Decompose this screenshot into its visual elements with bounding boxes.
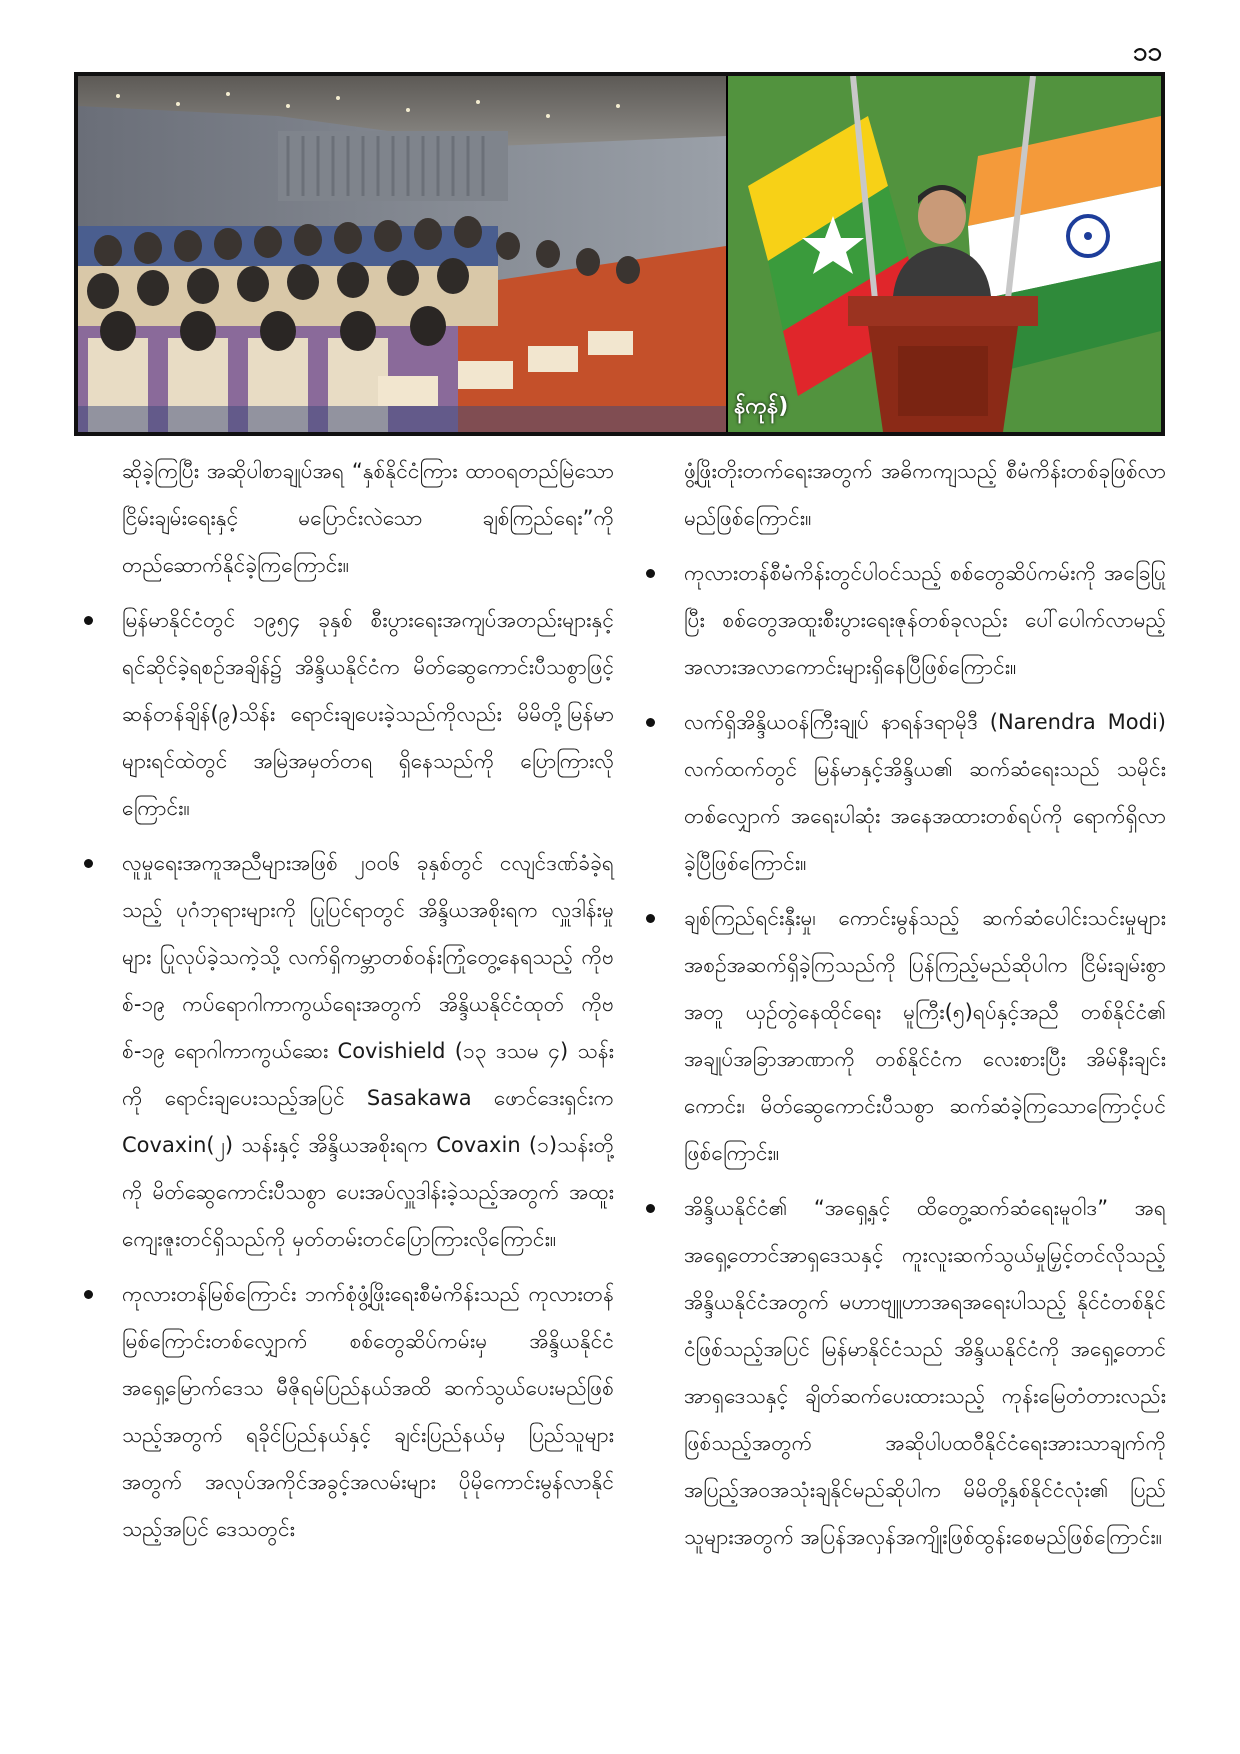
- bullet-dot-icon: [646, 569, 655, 578]
- bullet-item: [646, 895, 1166, 1177]
- bullet-item: [646, 699, 1166, 887]
- paragraph-text: ကုလားတန်စီမံကိန်းတွင်ပါဝင်သည့် စစ်တွေဆိပ်ကမ်းကို အခြေပြုပြီး စစ်တွေအထူးစီးပွားရေးဇုန်တစ်ခုလည်း ပေါ်ပေါက်လာမည့် အလားအလာကောင်းများရှိနေပြီဖြစ်ကြောင်း။: [684, 561, 1166, 679]
- bullet-item: [646, 550, 1166, 691]
- paragraph-text: လူမှုရေးအကူအညီများအဖြစ် ၂၀၀၆ ခုနှစ်တွင် ငလျင်ဒဏ်ခံခဲ့ရသည့် ပုဂံဘုရားများကို ပြုပြင်ရာတွင် အိန္ဒိယအစိုးရက လှူဒါန်းမှုများ ပြုလုပ်ခဲ့သကဲ့သို့ လက်ရှိကမ္ဘာတစ်ဝန်းကြုံတွေ့နေရသည့် ကိုဗစ်-၁၉ ကပ်ရောဂါကာကွယ်ရေးအတွက် အိန္ဒိယနိုင်ငံထုတ် ကိုဗစ်-၁၉ ရောဂါကာကွယ်ဆေး Covishield (၁၃ ဒသမ ၄) သန်းကို ရောင်းချပေးသည့်အပြင် Sasakawa ဖောင်ဒေးရှင်းက Covaxin(၂) သန်းနှင့် အိန္ဒိယအစိုးရက Covaxin (၁)သန်းတို့ကို မိတ်ဆွေကောင်းပီသစွာ ပေးအပ်လှူဒါန်းခဲ့သည့်အတွက် အထူးကျေးဇူးတင်ရှိသည်ကို မှတ်တမ်းတင်ပြောကြားလိုကြောင်း။: [122, 851, 614, 1251]
- paragraph-continuation: [646, 448, 1166, 542]
- paragraph-text: ချစ်ကြည်ရင်းနှီးမှု၊ ကောင်းမွန်သည့် ဆက်ဆံပေါင်းသင်းမှုများ အစဉ်အဆက်ရှိခဲ့ကြသည်ကို ပြန်ကြည့်မည်ဆိုပါက ငြိမ်းချမ်းစွာအတူ ယှဉ်တွဲနေထိုင်ရေး မူကြီး(၅)ရပ်နှင့်အညီ တစ်နိုင်ငံ၏ အချုပ်အခြာအာဏာကို တစ်နိုင်ငံက လေးစားပြီး အိမ်နီးချင်းကောင်း၊ မိတ်ဆွေကောင်းပီသစွာ ဆက်ဆံခဲ့ကြသောကြောင့်ပင်ဖြစ်ကြောင်း။: [684, 906, 1166, 1165]
- paragraph-continuation: [84, 448, 614, 589]
- photo-caption: န်ကုန်): [734, 394, 789, 419]
- audience-hall-illustration: [78, 76, 726, 432]
- bullet-dot-icon: [646, 718, 655, 727]
- bullet-dot-icon: [84, 616, 93, 625]
- bullet-item: [84, 840, 614, 1263]
- photo-strip: [74, 72, 1165, 436]
- bullet-dot-icon: [646, 1204, 655, 1213]
- bullet-dot-icon: [646, 914, 655, 923]
- paragraph-text: အိန္ဒိယနိုင်ငံ၏ “အရှေ့နှင့် ထိတွေ့ဆက်ဆံရေးမူဝါဒ” အရ အရှေ့တောင်အာရှဒေသနှင့် ကူးလူးဆက်သွယ်မှုမြှင့်တင်လိုသည့် အိန္ဒိယနိုင်ငံအတွက် မဟာဗျူဟာအရအရေးပါသည့် နိုင်ငံတစ်နိုင်ငံဖြစ်သည့်အပြင် မြန်မာနိုင်ငံသည် အိန္ဒိယနိုင်ငံကို အရှေ့တောင်အာရှဒေသနှင့် ချိတ်ဆက်ပေးထားသည့် ကုန်းမြေတံတားလည်းဖြစ်သည့်အတွက် အဆိုပါပထဝီနိုင်ငံရေးအားသာချက်ကို အပြည့်အဝအသုံးချနိုင်မည်ဆိုပါက မိမိတို့နှစ်နိုင်ငံလုံး၏ ပြည်သူများအတွက် အပြန်အလှန်အကျိုးဖြစ်ထွန်းစေမည်ဖြစ်ကြောင်း။: [684, 1196, 1166, 1549]
- paragraph-text: ကုလားတန်မြစ်ကြောင်း ဘက်စုံဖွံ့ဖြိုးရေးစီမံကိန်းသည် ကုလားတန်မြစ်ကြောင်းတစ်လျှောက် စစ်တွေဆိပ်ကမ်းမှ အိန္ဒိယနိုင်ငံအရှေ့မြောက်ဒေသ မီဇိုရမ်ပြည်နယ်အထိ ဆက်သွယ်ပေးမည်ဖြစ်သည့်အတွက် ရခိုင်ပြည်နယ်နှင့် ချင်းပြည်နယ်မှ ပြည်သူများအတွက် အလုပ်အကိုင်အခွင့်အလမ်းများ ပိုမိုကောင်းမွန်လာနိုင်သည့်အပြင် ဒေသတွင်း: [122, 1282, 614, 1541]
- speaker-podium-photo: [728, 76, 1161, 432]
- right-column: [646, 448, 1166, 1569]
- bullet-item: [646, 1185, 1166, 1561]
- paragraph-text: ဖွံ့ဖြိုးတိုးတက်ရေးအတွက် အဓိကကျသည့် စီမံကိန်းတစ်ခုဖြစ်လာမည်ဖြစ်ကြောင်း။: [684, 459, 1166, 530]
- speaker-podium-illustration: [728, 76, 1161, 432]
- bullet-item: [84, 597, 614, 832]
- paragraph-text: ဆိုခဲ့ကြပြီး အဆိုပါစာချုပ်အရ “နှစ်နိုင်ငံကြား ထာဝရတည်မြဲသော ငြိမ်းချမ်းရေးနှင့် မပြောင်းလဲသော ချစ်ကြည်ရေး”ကို တည်ဆောက်နိုင်ခဲ့ကြကြောင်း။: [122, 459, 614, 577]
- bullet-dot-icon: [84, 1290, 93, 1299]
- left-column: [84, 448, 614, 1561]
- bullet-item: [84, 1271, 614, 1553]
- page-number: ၁၁: [1132, 37, 1162, 67]
- bullet-dot-icon: [84, 859, 93, 868]
- paragraph-text: လက်ရှိအိန္ဒိယဝန်ကြီးချုပ် နာရန်ဒရာမိုဒီ (Narendra Modi) လက်ထက်တွင် မြန်မာနှင့်အိန္ဒိယ၏ ဆက်ဆံရေးသည် သမိုင်းတစ်လျှောက် အရေးပါဆုံး အနေအထားတစ်ရပ်ကို ရောက်ရှိလာခဲ့ပြီဖြစ်ကြောင်း။: [684, 710, 1166, 875]
- audience-hall-photo: [78, 76, 726, 432]
- paragraph-text: မြန်မာနိုင်ငံတွင် ၁၉၅၄ ခုနှစ် စီးပွားရေးအကျပ်အတည်းများနှင့် ရင်ဆိုင်ခဲ့ရစဉ်အချိန်၌ အိန္ဒိယနိုင်ငံက မိတ်ဆွေကောင်းပီသစွာဖြင့် ဆန်တန်ချိန်(၉)သိန်း ရောင်းချပေးခဲ့သည်ကိုလည်း မိမိတို့မြန်မာများရင်ထဲတွင် အမြဲအမှတ်တရ ရှိနေသည်ကို ပြောကြားလိုကြောင်း။: [122, 608, 614, 820]
